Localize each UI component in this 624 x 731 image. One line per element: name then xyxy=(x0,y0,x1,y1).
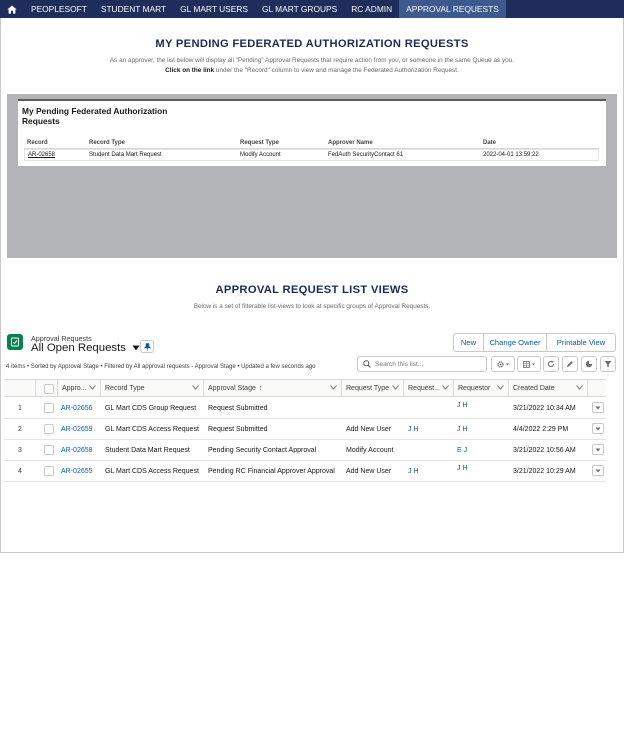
pending-heading: MY PENDING FEDERATED AUTHORIZATION REQUESTS xyxy=(155,38,469,50)
printable-view-button[interactable]: Printable View xyxy=(547,333,616,352)
row-checkbox[interactable] xyxy=(44,466,54,476)
pie-chart-icon xyxy=(585,360,593,368)
header-request-type-label: Request Type xyxy=(346,385,390,392)
pending-panel xyxy=(7,94,617,258)
caret-down-icon xyxy=(595,406,601,410)
header-record-type[interactable] xyxy=(101,380,204,397)
table-row xyxy=(4,398,606,419)
record-type: Student Data Mart Request xyxy=(89,152,162,158)
list-settings-button[interactable] xyxy=(491,356,515,372)
pending-table xyxy=(24,138,599,162)
header-created-date[interactable] xyxy=(509,380,588,397)
nav-rc-admin[interactable]: RC ADMIN xyxy=(351,4,393,14)
chevron-down-icon xyxy=(192,385,199,390)
change-owner-button[interactable]: Change Owner xyxy=(484,333,547,352)
search-input[interactable] xyxy=(375,361,483,368)
select-all-checkbox[interactable] xyxy=(44,384,54,394)
col-date: Date xyxy=(483,140,497,146)
approval-stage-cell: Pending RC Financial Approver Approval xyxy=(208,467,335,475)
requested-for-link[interactable]: J H xyxy=(408,425,419,433)
caret-down-icon xyxy=(595,448,601,452)
row-actions-menu[interactable] xyxy=(592,444,604,455)
table-row xyxy=(4,440,606,461)
refresh-button[interactable] xyxy=(543,356,559,372)
created-date-cell: 3/21/2022 10:29 AM xyxy=(513,467,576,475)
nav-student-mart[interactable]: STUDENT MART xyxy=(100,4,167,14)
list-view-name: All Open Requests xyxy=(31,342,126,354)
approval-stage-cell: Request Submitted xyxy=(208,425,268,433)
search-box[interactable] xyxy=(357,356,487,372)
approval-id-link[interactable]: AR-02658 xyxy=(61,446,93,454)
pin-icon[interactable] xyxy=(140,340,154,353)
request-type-cell: Modify Account xyxy=(346,446,394,454)
pending-desc-line2 xyxy=(0,66,624,76)
chevron-down-icon xyxy=(392,385,399,390)
caret-down-icon xyxy=(595,427,601,431)
nav-peoplesoft[interactable]: PEOPLESOFT xyxy=(31,4,87,14)
pending-card-title-line2: Requests xyxy=(22,115,60,126)
header-requested-for[interactable] xyxy=(404,380,454,397)
table-icon xyxy=(523,361,536,368)
header-approval-id[interactable] xyxy=(58,380,101,397)
requested-for-link[interactable]: J H xyxy=(408,467,419,475)
row-actions-menu[interactable] xyxy=(592,402,604,413)
listviews-desc: Below is a set of filterable list-views to look at specific groups of Approval Requests. xyxy=(193,303,431,310)
record-type-cell: GL Mart CDS Access Request xyxy=(105,467,199,475)
row-checkbox[interactable] xyxy=(44,403,54,413)
pending-desc-rest: under the "Record" column to view and manage the Federated Authorization Request. xyxy=(214,67,459,74)
home-icon[interactable] xyxy=(0,0,24,18)
row-checkbox[interactable] xyxy=(44,424,54,434)
gear-icon xyxy=(497,361,510,368)
col-request-type: Request Type xyxy=(240,140,279,146)
filter-button[interactable] xyxy=(600,356,616,372)
row-number: 1 xyxy=(18,404,22,412)
approval-id-link[interactable]: AR-02659 xyxy=(61,425,93,433)
chevron-down-icon xyxy=(89,385,96,390)
select-all-header xyxy=(36,380,58,397)
requestor-link[interactable]: E J xyxy=(457,446,468,454)
caret-down-icon xyxy=(132,345,140,351)
list-view-selector[interactable] xyxy=(31,342,140,354)
header-approval-stage[interactable] xyxy=(204,380,342,397)
request-type: Modify Account xyxy=(240,152,281,158)
approver-name: FedAuth SecurityContact 61 xyxy=(328,152,404,158)
row-number: 2 xyxy=(18,425,22,433)
sort-ascending-icon: ↑ xyxy=(258,385,263,392)
col-record: Record xyxy=(27,140,48,146)
col-record-type: Record Type xyxy=(89,140,125,146)
requestor-link[interactable]: J H xyxy=(457,464,468,472)
record-link[interactable]: AR-02658 xyxy=(28,152,56,158)
row-checkbox[interactable] xyxy=(44,445,54,455)
pending-table-header xyxy=(24,138,599,149)
table-header xyxy=(4,379,606,397)
request-type-cell: Add New User xyxy=(346,425,392,433)
caret-down-icon xyxy=(595,469,601,473)
pending-desc-line1: As an approver, the list below will display all "Pending" Approval Requests that require action from you, or someone in the same Queue as you. xyxy=(109,57,515,64)
created-date-cell: 3/21/2022 10:34 AM xyxy=(513,404,576,412)
nav-approval-requests[interactable]: APPROVAL REQUESTS xyxy=(399,0,506,18)
chevron-down-icon xyxy=(330,385,337,390)
pending-card-title-line1: My Pending Federated Authorization xyxy=(22,106,168,116)
row-number-header xyxy=(4,380,36,397)
row-actions-menu[interactable] xyxy=(592,465,604,476)
chevron-down-icon xyxy=(576,385,583,390)
header-approval-id-label: Appro... xyxy=(62,385,87,392)
request-date: 2022-04-01 13:59:22 xyxy=(483,152,539,158)
record-type-cell: GL Mart CDS Access Request xyxy=(105,425,199,433)
search-icon xyxy=(363,360,371,368)
approval-object-icon xyxy=(7,334,23,350)
header-approval-stage-label: Approval Stage xyxy=(208,385,256,392)
record-type-cell: GL Mart CDS Group Request xyxy=(105,404,197,412)
request-type-cell: Add New User xyxy=(346,467,392,475)
created-date-cell: 4/4/2022 2:29 PM xyxy=(513,425,569,433)
header-requestor-label: Requestor xyxy=(458,385,491,392)
row-number: 4 xyxy=(18,467,22,475)
pending-card-title xyxy=(22,107,192,126)
pending-desc-bold: Click on the link xyxy=(165,67,215,74)
requestor-link[interactable]: J H xyxy=(457,401,468,409)
requestor-link[interactable]: J H xyxy=(457,425,468,433)
header-requested-for-label: Request... xyxy=(408,385,440,392)
list-actions xyxy=(453,333,616,352)
list-meta: 4 items • Sorted by Approval Stage • Filtered by All approval requests - Approval Stage • Updated a few seconds ago xyxy=(6,364,316,370)
approval-id-link[interactable]: AR-02656 xyxy=(61,404,93,412)
pencil-icon xyxy=(566,360,574,368)
header-record-type-label: Record Type xyxy=(105,385,145,392)
charts-button[interactable] xyxy=(581,356,597,372)
table-row xyxy=(4,461,606,482)
filter-icon xyxy=(604,360,612,368)
pending-table-row xyxy=(24,149,599,161)
top-nav xyxy=(0,0,624,18)
table-row xyxy=(4,419,606,440)
header-request-type[interactable] xyxy=(342,380,404,397)
listviews-heading: APPROVAL REQUEST LIST VIEWS xyxy=(215,284,409,296)
created-date-cell: 3/21/2022 10:56 AM xyxy=(513,446,576,454)
approval-stage-cell: Pending Security Contact Approval xyxy=(208,446,317,454)
row-actions-menu[interactable] xyxy=(592,423,604,434)
approval-id-link[interactable]: AR-02655 xyxy=(61,467,93,475)
approval-stage-cell: Request Submitted xyxy=(208,404,268,412)
record-type-cell: Student Data Mart Request xyxy=(105,446,190,454)
col-approver-name: Approver Name xyxy=(328,140,373,146)
row-number: 3 xyxy=(18,446,22,454)
nav-gl-mart-groups[interactable]: GL MART GROUPS xyxy=(261,4,338,14)
chevron-down-icon xyxy=(442,385,449,390)
refresh-icon xyxy=(547,360,555,368)
nav-gl-mart-users[interactable]: GL MART USERS xyxy=(180,4,248,14)
pending-card xyxy=(18,99,606,166)
object-label: Approval Requests xyxy=(31,334,92,343)
edit-button[interactable] xyxy=(562,356,578,372)
new-button[interactable]: New xyxy=(453,333,484,352)
header-created-date-label: Created Date xyxy=(513,385,555,392)
chevron-down-icon xyxy=(497,385,504,390)
display-as-button[interactable] xyxy=(517,356,541,372)
